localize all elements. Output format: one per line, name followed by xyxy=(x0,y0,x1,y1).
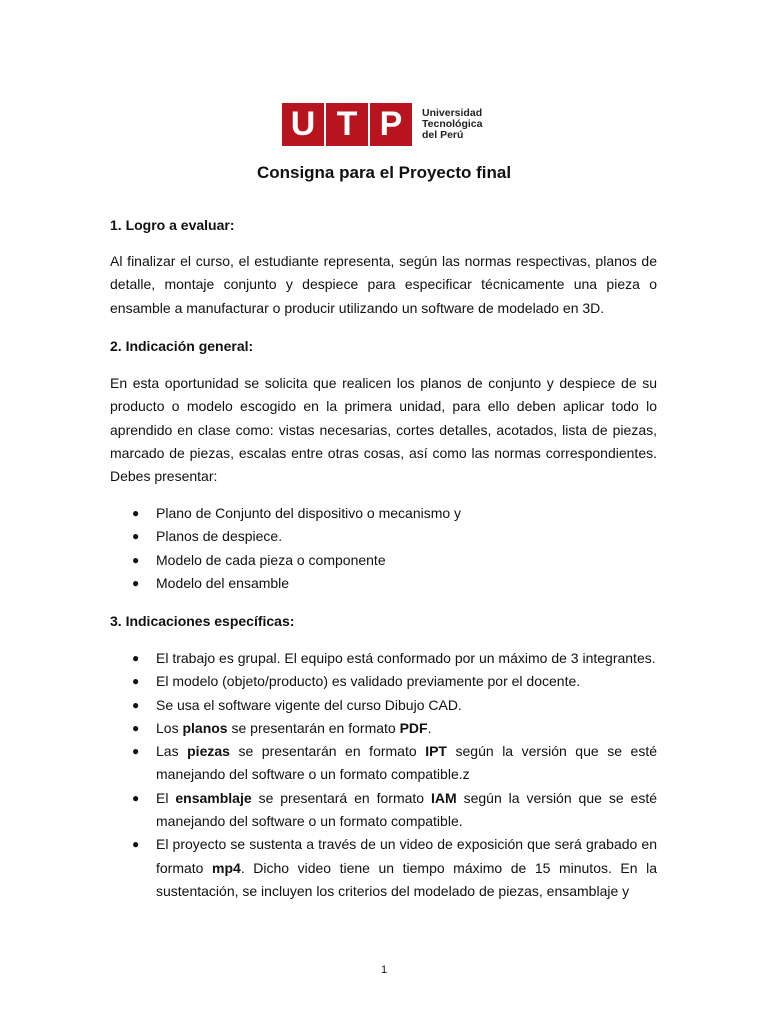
bullet-icon: ● xyxy=(132,790,140,805)
list-item: ● El proyecto se sustenta a través de un video de exposición que será grabado en formato mp4. Dicho video tiene un tiempo máximo de 15 minutos. En la sustentación, se incluyen los criterios del modelado de piezas, ensamblaje y xyxy=(0,833,657,903)
list-item: ● El ensamblaje se presentará en formato IAM según la versión que se esté manejando del software o un formato compatible. xyxy=(0,787,657,834)
specific-indications-list xyxy=(0,647,768,903)
list-item: ● Modelo del ensamble xyxy=(0,572,657,595)
bullet-icon: ● xyxy=(132,674,140,689)
bullet-icon: ● xyxy=(132,506,140,520)
list-item: ● Modelo de cada pieza o componente xyxy=(0,549,657,572)
bullet-icon: ● xyxy=(132,552,140,567)
logo-letter-p: P xyxy=(370,103,412,146)
document-title: Consigna para el Proyecto final xyxy=(256,163,512,182)
list-item: ● Plano de Conjunto del dispositivo o mecanismo y xyxy=(0,502,657,525)
section2-heading: 2. Indicación general: xyxy=(110,338,254,354)
bullet-icon: ● xyxy=(132,651,140,665)
section3-heading: 3. Indicaciones específicas: xyxy=(110,613,295,629)
list-item: ● Los planos se presentarán en formato PDF. xyxy=(0,717,657,740)
logo-letter-t: T xyxy=(326,103,368,146)
bullet-icon: ● xyxy=(132,697,140,712)
bullet-icon: ● xyxy=(132,837,140,852)
bullet-icon: ● xyxy=(132,529,140,544)
logo-wordmark: Universidad Tecnológica del Perú xyxy=(422,107,483,141)
section1-heading: 1. Logro a evaluar: xyxy=(110,217,235,233)
utp-logo xyxy=(282,103,482,146)
bullet-icon: ● xyxy=(132,575,140,590)
bullet-icon: ● xyxy=(132,720,140,735)
section2-paragraph: En esta oportunidad se solicita que realicen los planos de conjunto y despiece de su producto o modelo escogido en la primera unidad, para ello deben aplicar todo lo aprendido en clase como: vistas necesarias, cortes detalles, acotados, lista de piezas, marcado de piezas, escalas entre otras cosas, así como las normas correspondientes. Debes presentar: xyxy=(110,375,657,485)
list-item: ● El modelo (objeto/producto) es validado previamente por el docente. xyxy=(0,670,657,693)
list-item: ● Se usa el software vigente del curso Dibujo CAD. xyxy=(0,694,657,717)
page-number: 1 xyxy=(380,964,388,976)
logo-letter-u: U xyxy=(282,103,324,146)
bullet-icon: ● xyxy=(132,744,140,759)
list-item: ● El trabajo es grupal. El equipo está conformado por un máximo de 3 integrantes. xyxy=(0,647,657,670)
list-item: ● Planos de despiece. xyxy=(0,525,657,548)
deliverables-list xyxy=(0,502,768,595)
section1-paragraph: Al finalizar el curso, el estudiante representa, según las normas respectivas, planos de detalle, montaje conjunto y despiece para especificar técnicamente una pieza o ensamble a manufacturar o producir utilizando un software de modelado en 3D. xyxy=(110,253,657,316)
list-item: ● Las piezas se presentarán en formato IPT según la versión que se esté manejando del software o un formato compatible.z xyxy=(0,740,657,787)
